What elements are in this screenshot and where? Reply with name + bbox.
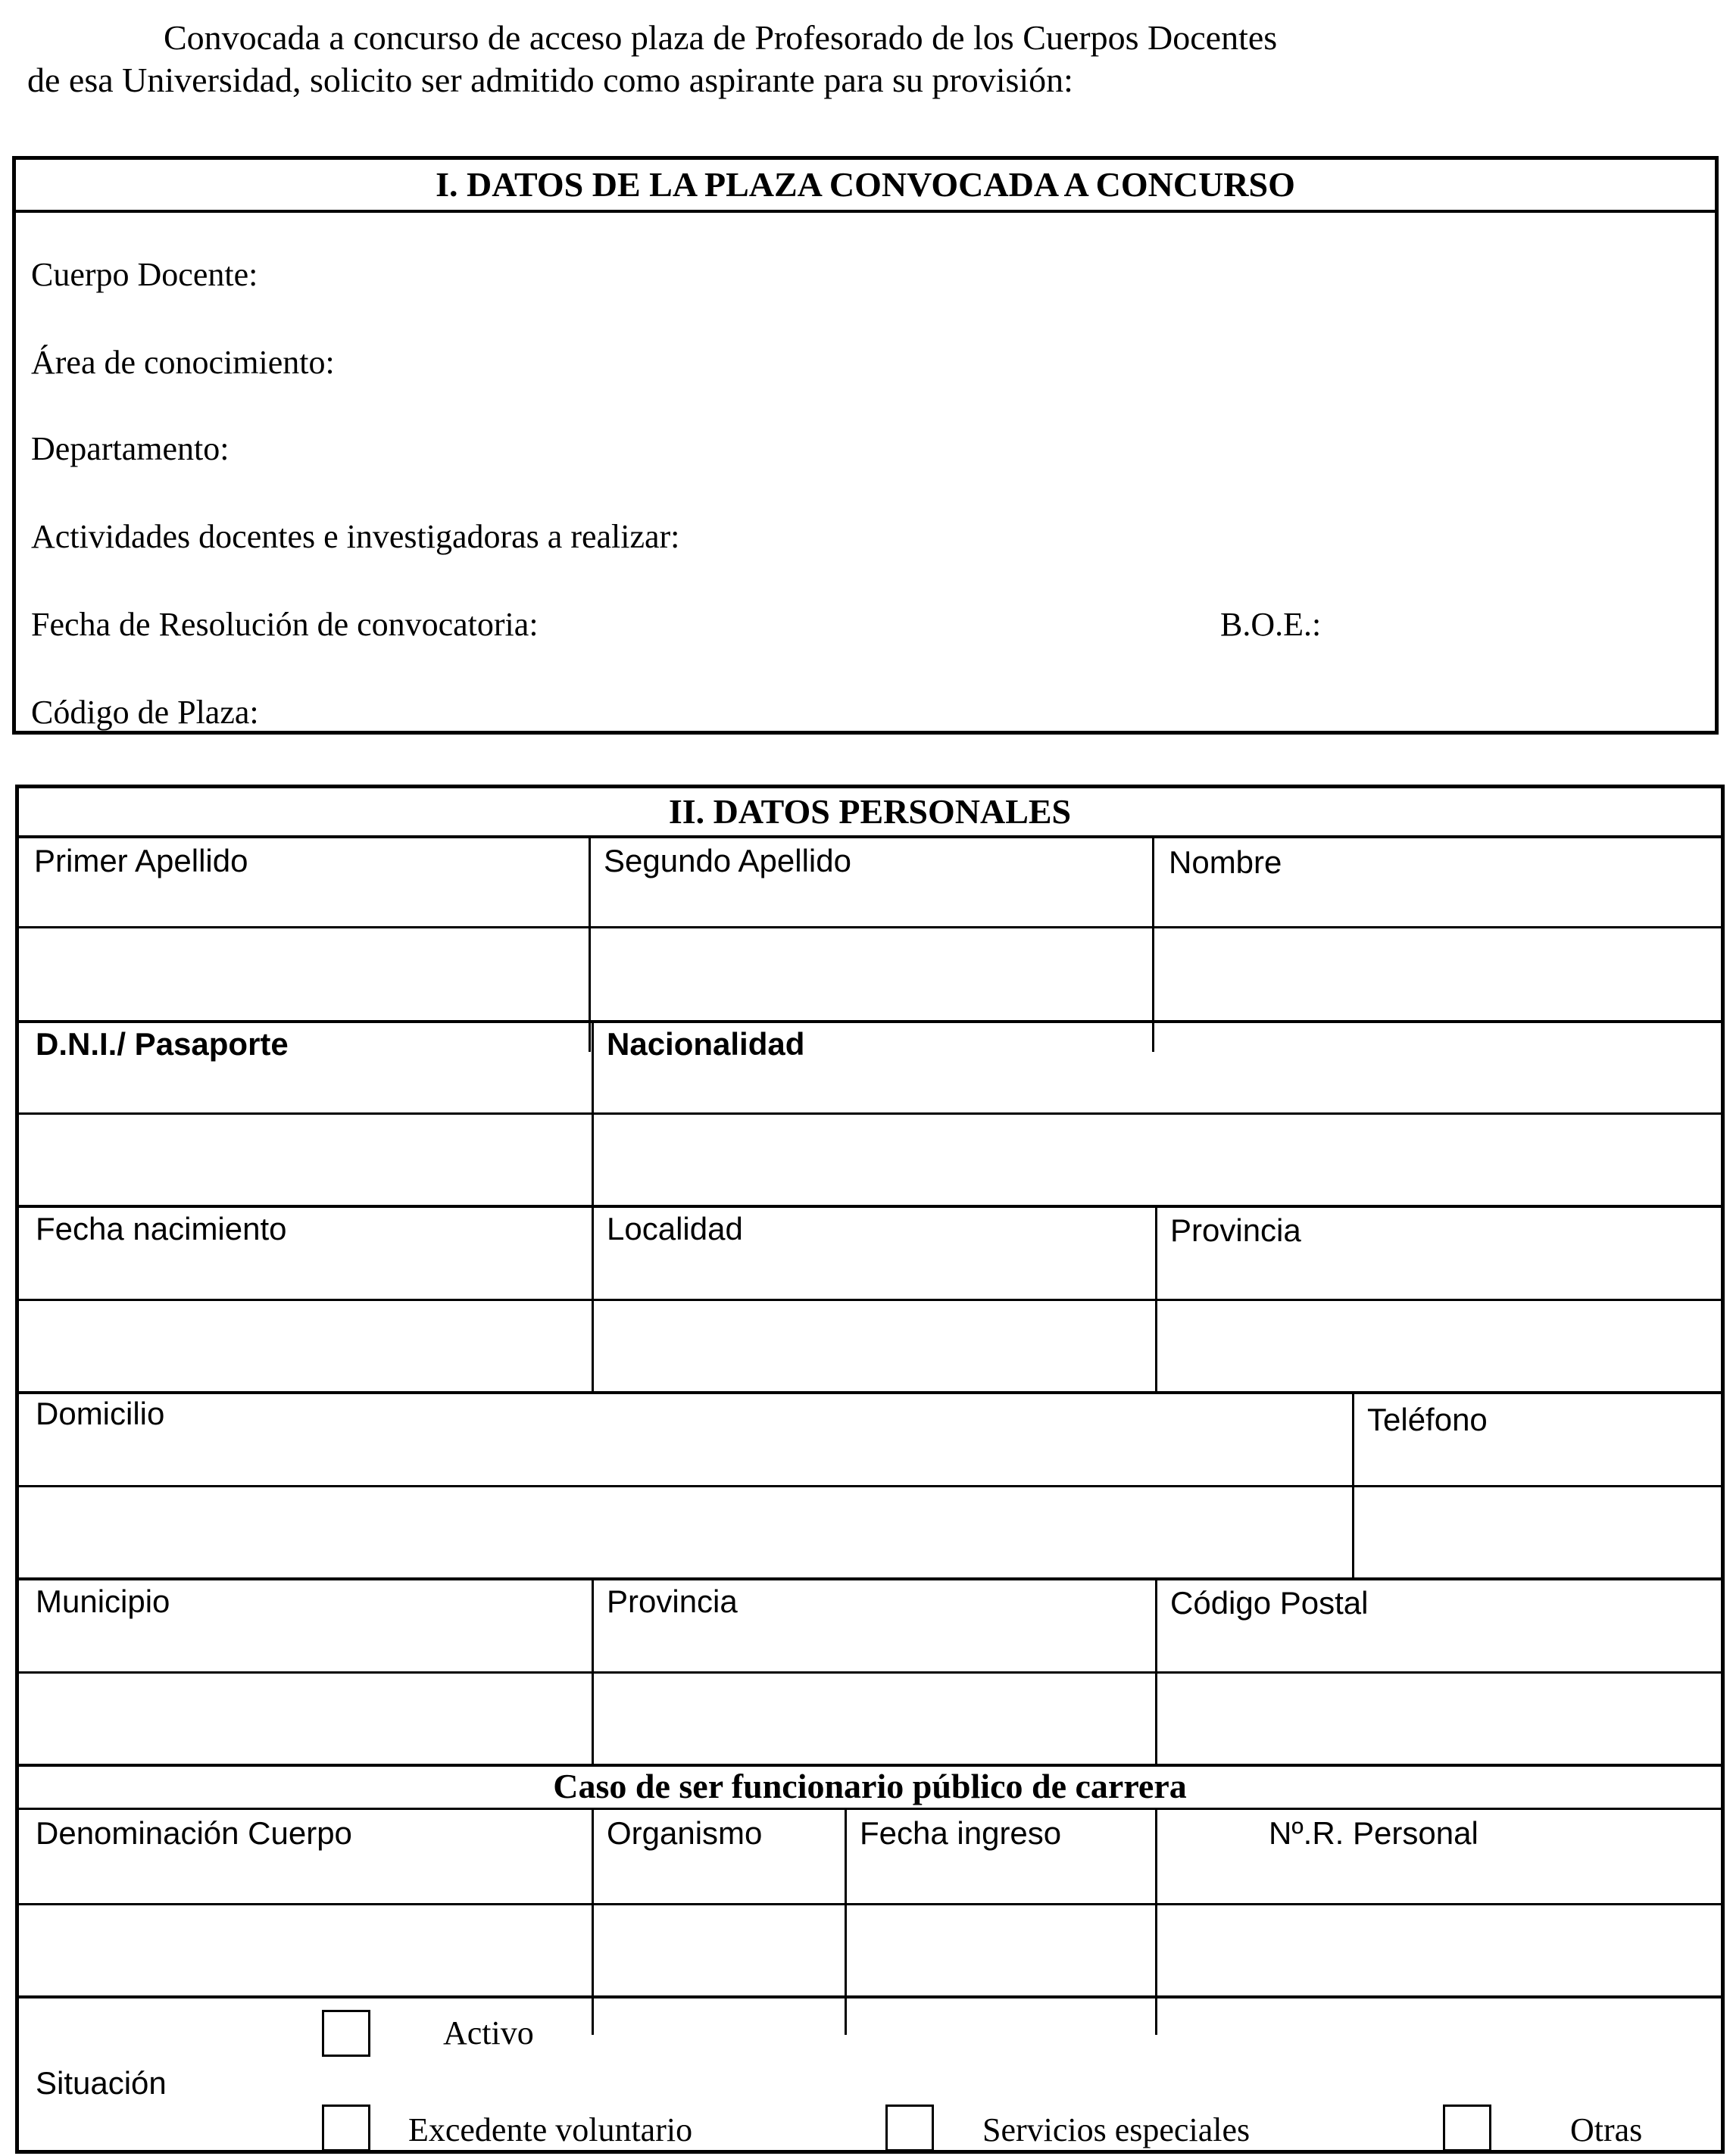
input-domicilio[interactable]	[22, 1488, 1349, 1576]
label-servicios: Servicios especiales	[982, 2111, 1251, 2148]
grid-divider	[19, 1299, 1721, 1301]
grid-divider	[845, 1808, 847, 2035]
grid-divider	[1352, 1391, 1354, 1577]
intro-line-1: Convocada a concurso de acceso plaza de Profesorado de los Cuerpos Docentes	[164, 18, 1278, 57]
label-excedente: Excedente voluntario	[408, 2111, 693, 2148]
input-fecha-ingreso[interactable]	[848, 1906, 1152, 1995]
checkbox-excedente[interactable]	[322, 2105, 370, 2151]
label-activo: Activo	[443, 2014, 534, 2051]
label-localidad: Localidad	[607, 1211, 743, 1246]
label-provincia-domicilio: Provincia	[607, 1583, 738, 1619]
checkbox-activo[interactable]	[322, 2010, 370, 2057]
grid-divider	[19, 1671, 1721, 1674]
grid-divider	[19, 1391, 1721, 1394]
label-otras: Otras	[1570, 2111, 1643, 2148]
grid-divider	[19, 1205, 1721, 1208]
checkbox-otras[interactable]	[1443, 2105, 1491, 2151]
grid-divider	[19, 1485, 1721, 1487]
label-primer-apellido: Primer Apellido	[34, 843, 248, 878]
label-domicilio: Domicilio	[36, 1396, 165, 1431]
label-nombre: Nombre	[1169, 844, 1282, 880]
label-telefono: Teléfono	[1367, 1402, 1488, 1437]
label-cuerpo-docente: Cuerpo Docente:	[31, 256, 258, 293]
section-plaza-title: I. DATOS DE LA PLAZA CONVOCADA A CONCURSO	[16, 160, 1715, 213]
label-actividades: Actividades docentes e investigadoras a realizar:	[31, 518, 680, 555]
label-segundo-apellido: Segundo Apellido	[604, 843, 851, 878]
grid-divider	[19, 926, 1721, 928]
label-codigo-plaza: Código de Plaza:	[31, 694, 259, 731]
input-nrp[interactable]	[1158, 1906, 1720, 1995]
input-codigo-postal[interactable]	[1158, 1674, 1720, 1762]
input-organismo[interactable]	[595, 1906, 842, 1995]
label-situacion: Situación	[36, 2065, 167, 2101]
label-dni: D.N.I./ Pasaporte	[36, 1026, 289, 1062]
label-fecha-ingreso: Fecha ingreso	[860, 1815, 1062, 1851]
intro-line-2: de esa Universidad, solicito ser admitido como aspirante para su provisión:	[27, 61, 1073, 99]
grid-divider	[1155, 1577, 1157, 1764]
section-datos-personales-title: II. DATOS PERSONALES	[19, 788, 1721, 838]
section-datos-personales	[15, 785, 1725, 2154]
grid-divider	[592, 1577, 594, 1764]
label-fecha-resolucion: Fecha de Resolución de convocatoria:	[31, 606, 539, 643]
checkbox-servicios[interactable]	[885, 2105, 934, 2151]
label-boe: B.O.E.:	[1220, 606, 1322, 643]
input-nacionalidad[interactable]	[595, 1115, 1720, 1205]
label-codigo-postal: Código Postal	[1170, 1585, 1369, 1621]
input-provincia-nacimiento[interactable]	[1158, 1302, 1720, 1391]
grid-divider	[19, 1577, 1721, 1580]
input-fecha-nacimiento[interactable]	[22, 1302, 589, 1391]
grid-divider	[19, 1020, 1721, 1023]
label-municipio: Municipio	[36, 1583, 170, 1619]
label-area-conocimiento: Área de conocimiento:	[31, 344, 335, 381]
label-provincia-nacimiento: Provincia	[1170, 1212, 1301, 1248]
label-departamento: Departamento:	[31, 430, 230, 467]
grid-divider	[1155, 1808, 1157, 2035]
input-denominacion-cuerpo[interactable]	[22, 1906, 589, 1995]
grid-divider	[19, 1112, 1721, 1115]
section-plaza	[12, 156, 1719, 735]
label-nacionalidad: Nacionalidad	[607, 1026, 805, 1062]
input-telefono[interactable]	[1355, 1488, 1720, 1576]
label-nrp: Nº.R. Personal	[1269, 1815, 1479, 1851]
input-provincia-domicilio[interactable]	[595, 1674, 1152, 1762]
grid-divider	[592, 1808, 594, 2035]
grid-divider	[19, 1995, 1721, 1998]
funcionario-title: Caso de ser funcionario público de carrera	[553, 1767, 1187, 1805]
intro-paragraph	[27, 17, 1709, 101]
label-organismo: Organismo	[607, 1815, 763, 1851]
input-municipio[interactable]	[22, 1674, 589, 1762]
input-nombre[interactable]	[1155, 929, 1719, 1050]
label-fecha-nacimiento: Fecha nacimiento	[36, 1211, 287, 1246]
input-dni[interactable]	[22, 1115, 589, 1205]
grid-divider	[19, 1903, 1721, 1905]
grid-divider	[19, 1808, 1721, 1810]
label-denominacion-cuerpo: Denominación Cuerpo	[36, 1815, 352, 1851]
input-localidad[interactable]	[595, 1302, 1152, 1391]
